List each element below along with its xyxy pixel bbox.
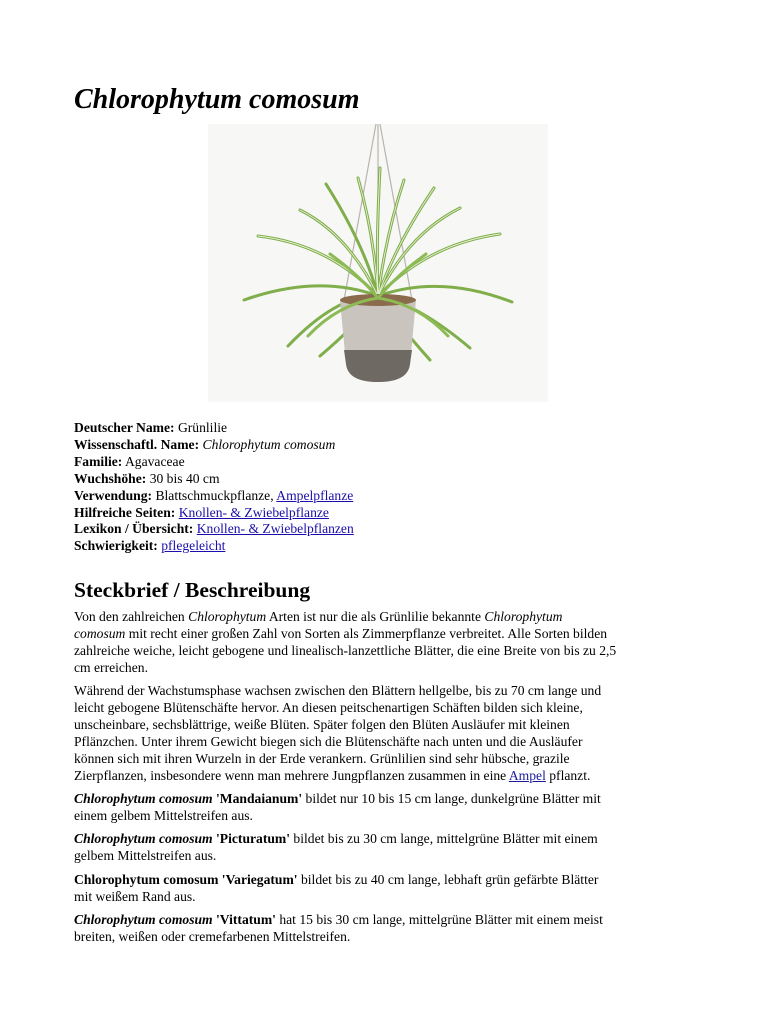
- description: [74, 609, 702, 952]
- link-ampel[interactable]: Ampel: [508, 767, 546, 783]
- fact-difficulty: Schwierigkeit: pflegeleicht: [74, 538, 226, 554]
- fact-height: Wuchshöhe: 30 bis 40 cm: [74, 470, 220, 486]
- fact-family: Familie: Agavaceae: [74, 453, 185, 469]
- variety-mandaianum: Chlorophytum comosum 'Mandaianum' bildet nur 10 bis 15 cm lange, dunkelgrüne Blätter mit einem gelbem Mittelstreifen aus.: [74, 791, 601, 823]
- fact-scientific-name: Wissenschaftl. Name: Chlorophytum comosum: [74, 436, 336, 452]
- variety-variegatum: Chlorophytum comosum 'Variegatum' bildet bis zu 40 cm lange, lebhaft grün gefärbte Blätter mit weißem Rand aus.: [74, 871, 599, 904]
- link-knollen-zwiebelpflanze[interactable]: Knollen- & Zwiebelpflanze: [178, 504, 329, 520]
- fact-lexicon: Lexikon / Übersicht: Knollen- & Zwiebelpflanzen: [74, 521, 354, 537]
- link-ampelpflanze[interactable]: Ampelpflanze: [276, 487, 354, 503]
- fact-common-name: Deutscher Name: Grünlilie: [74, 420, 228, 435]
- page-title: Chlorophytum comosum: [74, 84, 360, 115]
- link-knollen-zwiebelpflanzen[interactable]: Knollen- & Zwiebelpflanzen: [196, 521, 354, 537]
- pot: [340, 294, 416, 382]
- link-pflegeleicht[interactable]: pflegeleicht: [161, 538, 226, 554]
- variety-picturatum: Chlorophytum comosum 'Picturatum' bildet bis zu 30 cm lange, mittelgrüne Blätter mit einem gelbem Mittelstreifen aus.: [74, 831, 598, 864]
- fact-usage: Verwendung: Blattschmuckpflanze, Ampelpflanze: [74, 487, 354, 503]
- hanging-plant-image: [208, 124, 548, 402]
- plant-photo: [208, 124, 548, 402]
- section-heading: Steckbrief / Beschreibung: [74, 578, 311, 602]
- variety-vittatum: Chlorophytum comosum 'Vittatum' hat 15 bis 30 cm lange, mittelgrüne Blätter mit einem meist breiten, weißen oder cremefarbenen Mittelstreifen.: [74, 912, 603, 944]
- paragraph-intro: Von den zahlreichen Chlorophytum Arten ist nur die als Grünlilie bekannte Chlorophytum comosum mit recht einer großen Zahl von Sorten als Zimmerpflanze verbreitet. Alle Sorten bilden zahlreiche weiche, leicht gebogene und linealisch-lanzettliche Blätter, die eine Breite von bis zu 2,5 cm erreichen.: [74, 609, 617, 675]
- paragraph-growth: Während der Wachstumsphase wachsen zwischen den Blättern hellgelbe, bis zu 70 cm lange und leicht gebogene Blütenschäfte hervor. An diesen peitschenartigen Schäften bilden sich kleine, unscheinbare, sechsblättrige, weiße Blüten. Später folgen den Blüten Ausläufer mit kleinen Pflänzchen. Unter ihrem Gewicht biegen sich die Blütenschäfte nach unten und die Ausläufer können sich mit ihren Wurzeln in der Erde verankern. Grünlilien sind sehr hübsche, grazile Zierpflanzen, insbesondere wenn man mehrere Jungpflanzen zusammen in eine Ampel pflanzt.: [74, 683, 602, 783]
- fact-helpful-pages: Hilfreiche Seiten: Knollen- & Zwiebelpflanze: [74, 504, 329, 520]
- plant-facts: [74, 420, 702, 555]
